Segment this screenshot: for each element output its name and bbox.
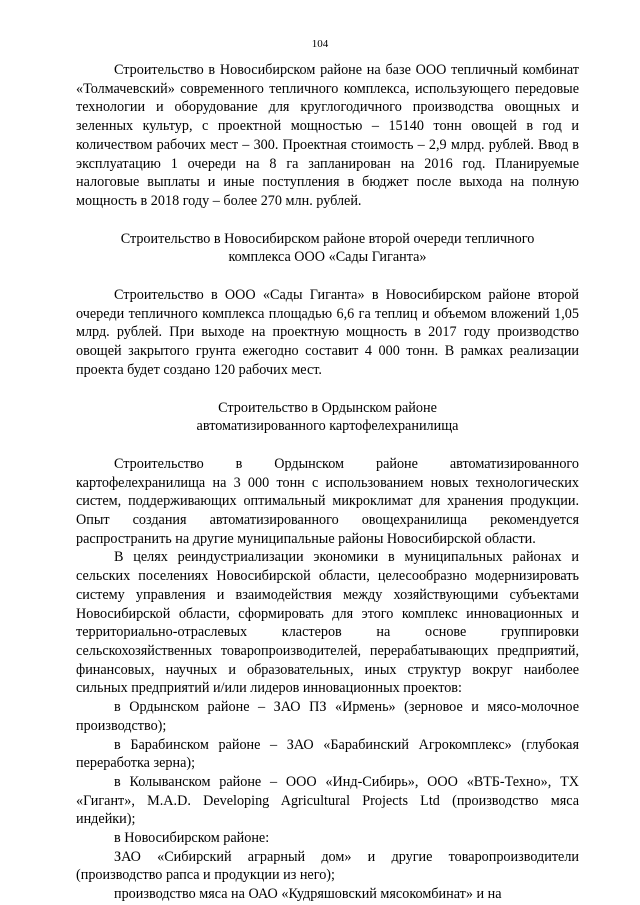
list-item-barabinsky: в Барабинском районе – ЗАО «Барабинский Агрокомплекс» (глубокая переработка зерна);	[76, 736, 579, 772]
list-item-ordynsky: в Ордынском районе – ЗАО ПЗ «Ирмень» (зерновое и мясо-молочное производство);	[76, 699, 579, 734]
heading-sady-giganta	[76, 230, 579, 267]
paragraph-reindustrialization: В целях реиндустриализации экономики в муниципальных районах и сельских поселениях Новосибирской области, целесообразно модернизировать систему управления и взаимодействия между хозяйствующими субъектами Новосибирской области, сформировать для этого комплекс инновационных и территориально-отраслевых кластеров на основе группировки сельскохозяйственных товаропроизводителей, перерабатывающих предприятий, финансовых, научных и образовательных, иных структур вокруг наиболее сильных предприятий и/или лидеров инновационных проектов:	[76, 549, 579, 697]
document-body	[76, 61, 579, 904]
paragraph-sady-giganta: Строительство в ООО «Сады Гиганта» в Новосибирском районе второй очереди тепличного комплекса площадью 6,6 га теплиц и объемом вложений 1,05 млрд. рублей. При выходе на проектную мощность в 2017 году производство овощей закрытого грунта ежегодно составит 4 000 тонн. В рамках реализации проекта будет создано 120 рабочих мест.	[76, 287, 579, 378]
heading-line: Строительство в Ордынском районе	[218, 399, 437, 416]
heading-line: автоматизированного картофелехранилища	[196, 418, 459, 435]
list-item-kolyvansky: в Колыванском районе – ООО «Инд-Сибирь», ООО «ВТБ-Техно», ТХ «Гигант», M.A.D. Developing Agricultural Projects Ltd (производство мяса индейки);	[76, 773, 579, 828]
page-number: 104	[311, 38, 329, 50]
heading-line: комплекса ООО «Сады Гиганта»	[228, 249, 427, 266]
list-item-novosibirsky: в Новосибирском районе:	[114, 830, 270, 847]
paragraph-ordynsky: Строительство в Ордынском районе автоматизированного картофелехранилища на 3 000 тонн с использованием новых технологических систем, поддерживающих оптимальный микроклимат для хранения продукции. Опыт создания автоматизированного овощехранилища рекомендуется распространить на другие муниципальные районы Новосибирской области.	[76, 455, 579, 547]
list-item-kudryashovsky: производство мяса на ОАО «Кудряшовский мясокомбинат» и на	[114, 886, 502, 903]
heading-line: Строительство в Новосибирском районе второй очереди тепличного	[120, 230, 535, 247]
heading-ordynsky	[76, 399, 579, 436]
paragraph-tolmachevsky: Строительство в Новосибирском районе на базе ООО тепличный комбинат «Толмачевский» современного тепличного комплекса, использующего передовые технологии и оборудование для круглогодичного производства овощных и зеленных культур, с проектной мощностью – 15140 тонн овощей в год и количеством рабочих мест – 300. Проектная стоимость – 2,9 млрд. рублей. Ввод в эксплуатацию 1 очереди на 8 га запланирован на 2016 год. Планируемые налоговые выплаты и иные поступления в бюджет после выхода на полную мощность в 2018 году – более 270 млн. рублей.	[76, 62, 579, 209]
list-item-sibirsky-agrarny-dom: ЗАО «Сибирский аграрный дом» и другие товаропроизводители (производство рапса и продукции из него);	[76, 848, 579, 884]
